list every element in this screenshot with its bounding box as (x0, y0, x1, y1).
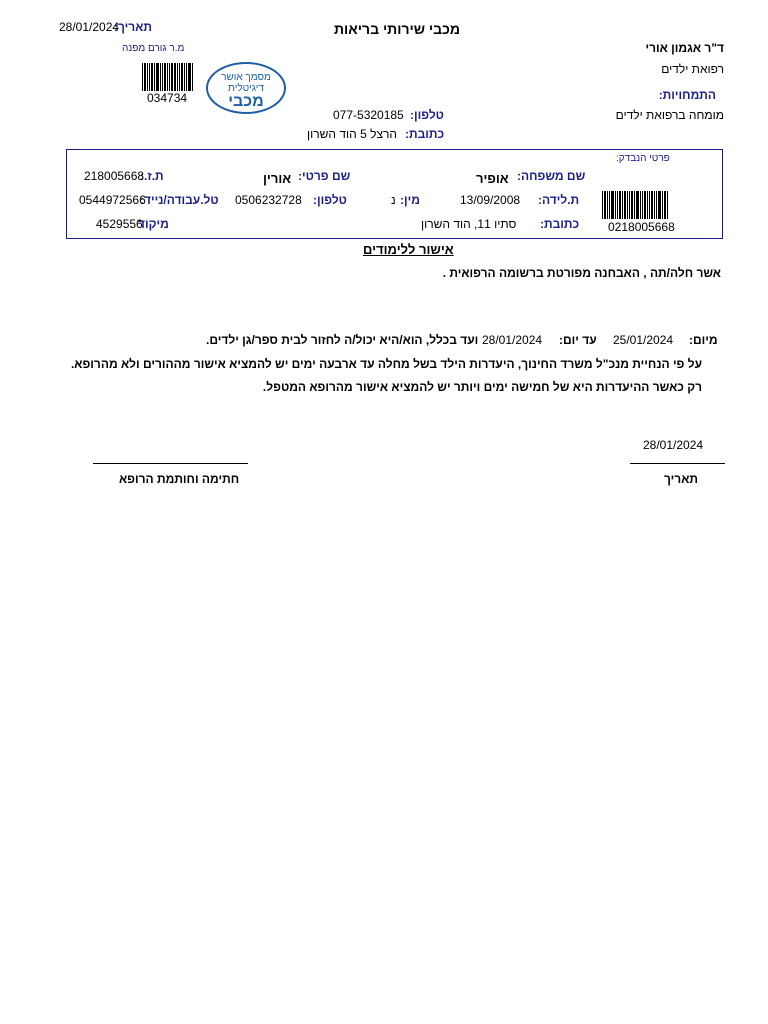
birth-date-value: 13/09/2008 (460, 193, 521, 207)
ministry-rule-line-1: על פי הנחיית מנכ"ל משרד החינוך, היעדרות הילד בשל מחלה עד ארבעה ימים יש להמציא אישור מההורים ולא מהרופא. (70, 357, 702, 371)
barcode-bar (627, 191, 628, 219)
barcode-bar (149, 63, 150, 91)
until-date-label: עד יום: (559, 333, 597, 347)
zip-value: 4529556 (96, 217, 143, 231)
barcode-bar (617, 191, 618, 219)
barcode-bar (644, 191, 646, 219)
confirmation-text: אשר חלה/תה , האבחנה מפורטת ברשומה הרפואית . (442, 266, 721, 280)
barcode-bar (615, 191, 616, 219)
barcode-bar (649, 191, 650, 219)
barcode-bar (664, 191, 666, 219)
doctor-signature-line (93, 463, 248, 464)
footer-date-value: 28/01/2024 (643, 438, 704, 452)
barcode-bar (167, 63, 168, 91)
doctor-department: רפואת ילדים (661, 62, 724, 76)
barcode-bar (181, 63, 183, 91)
sex-value: נ (391, 193, 396, 207)
return-to-school-text: ועד בכלל, הוא/היא יכול/ה לחזור לבית ספר/גן ילדים. (206, 333, 479, 347)
logo-line-3: מכבי (228, 93, 264, 110)
barcode-bar (160, 63, 161, 91)
sex-label: מין: (400, 193, 420, 207)
barcode-bar (151, 63, 153, 91)
header-date-value: 28/01/2024 (59, 20, 120, 34)
barcode-bar (651, 191, 653, 219)
doctor-address-label: כתובת: (405, 127, 445, 141)
barcode-bar (147, 63, 148, 91)
barcode-bar (156, 63, 159, 91)
referral-number: 034734 (147, 91, 188, 105)
barcode-bar (164, 63, 166, 91)
patient-phone-value: 0506232728 (235, 193, 302, 207)
patient-barcode (602, 191, 669, 219)
doctor-name: ד"ר אגמון אורי (645, 41, 724, 55)
date-signature-line (630, 463, 725, 464)
until-date-value: 28/01/2024 (482, 333, 543, 347)
logo-line-1: מסמך אושר (221, 72, 271, 83)
barcode-bar (611, 191, 614, 219)
certificate-title: אישור ללימודים (363, 242, 454, 257)
barcode-bar (162, 63, 163, 91)
barcode-bar (174, 63, 176, 91)
from-date-value: 25/01/2024 (613, 333, 674, 347)
barcode-bar (602, 191, 603, 219)
work-phone-value: 0544972566 (79, 193, 146, 207)
maccabi-logo (206, 62, 286, 114)
specialty-label: התמחויות: (658, 88, 716, 102)
patient-section-title: פרטי הנבדק: (616, 153, 670, 164)
referral-label: מ.ר גורם מפנה (122, 43, 185, 54)
barcode-bar (604, 191, 606, 219)
specialty-value: מומחה ברפואת ילדים (615, 108, 724, 122)
barcode-bar (184, 63, 185, 91)
footer-date-label: תאריך (664, 472, 699, 486)
barcode-bar (634, 191, 635, 219)
doctor-signature-label: חתימה וחותמת הרופא (119, 472, 240, 486)
barcode-bar (667, 191, 668, 219)
barcode-bar (656, 191, 657, 219)
barcode-bar (169, 63, 170, 91)
id-label: ת.ז.: (140, 169, 164, 183)
first-name-value: אורין (263, 171, 292, 186)
barcode-bar (142, 63, 143, 91)
work-phone-label: טל.עבודה/נייד: (140, 193, 219, 207)
patient-address-value: סתיו 11, הוד השרון (421, 217, 517, 231)
barcode-bar (636, 191, 639, 219)
barcode-bar (609, 191, 610, 219)
header-date-label: תאריך: (114, 20, 153, 34)
barcode-bar (186, 63, 187, 91)
barcode-bar (631, 191, 633, 219)
barcode-bar (192, 63, 193, 91)
barcode-bar (642, 191, 643, 219)
doctor-phone-label: טלפון: (410, 108, 444, 122)
barcode-bar (654, 191, 655, 219)
ministry-rule-line-2: רק כאשר ההיעדרות היא של חמישה ימים ויותר יש להמציא אישור מהרופא המטפל. (262, 380, 702, 394)
referral-barcode (142, 63, 194, 91)
barcode-bar (188, 63, 191, 91)
patient-phone-label: טלפון: (313, 193, 347, 207)
first-name-label: שם פרטי: (298, 169, 351, 183)
barcode-bar (647, 191, 648, 219)
barcode-bar (624, 191, 626, 219)
logo-line-2: דיגיטלית (228, 83, 264, 94)
barcode-bar (640, 191, 641, 219)
doctor-phone-value: 077-5320185 (333, 108, 404, 122)
barcode-bar (177, 63, 178, 91)
doctor-address-value: הרצל 5 הוד השרון (307, 127, 397, 141)
barcode-bar (144, 63, 146, 91)
barcode-bar (622, 191, 623, 219)
patient-address-label: כתובת: (540, 217, 580, 231)
barcode-bar (607, 191, 608, 219)
barcode-bar (662, 191, 663, 219)
organization-name: מכבי שירותי בריאות (333, 21, 460, 37)
barcode-bar (154, 63, 155, 91)
patient-barcode-number: 0218005668 (608, 220, 675, 234)
barcode-bar (171, 63, 173, 91)
barcode-bar (619, 191, 621, 219)
last-name-label: שם משפחה: (517, 169, 586, 183)
birth-date-label: ת.לידה: (538, 193, 580, 207)
zip-label: מיקוד (138, 217, 169, 231)
barcode-bar (658, 191, 661, 219)
last-name-value: אופיר (476, 171, 509, 186)
id-value: 218005668 (84, 169, 145, 183)
from-date-label: מיום: (689, 333, 718, 347)
barcode-bar (629, 191, 630, 219)
barcode-bar (179, 63, 180, 91)
